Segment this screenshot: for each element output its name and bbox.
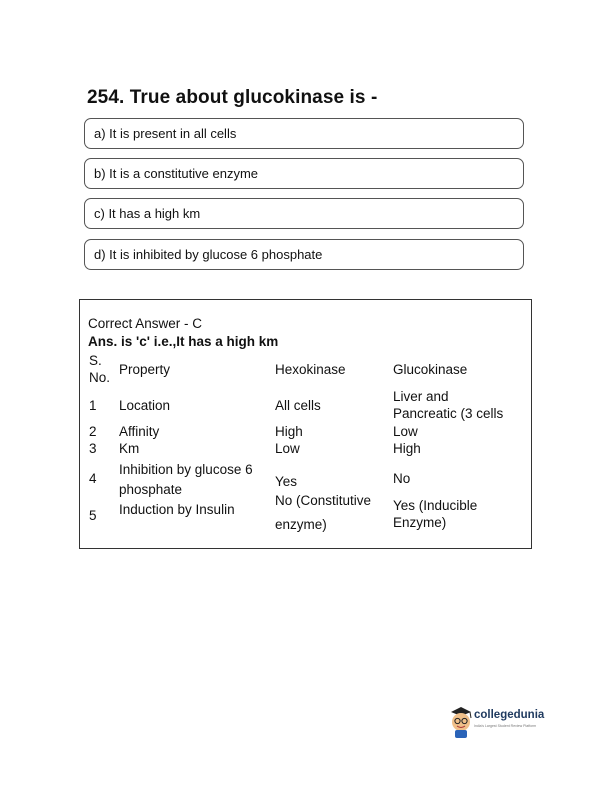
row-1-property: Location	[119, 398, 171, 413]
row-5-no: 5	[89, 508, 97, 523]
row-5-hexokinase-line1: No (Constitutive	[275, 493, 372, 508]
row-5-glucokinase-line2: Enzyme)	[393, 515, 447, 530]
row-3-property: Km	[119, 441, 140, 456]
row-2-property: Affinity	[119, 424, 160, 439]
collegedunia-logo: collegedunia	[474, 709, 545, 721]
row-4-property-line1: Inhibition by glucose 6	[119, 462, 253, 477]
option-a[interactable]: a) It is present in all cells	[84, 118, 524, 149]
row-4-hexokinase: Yes	[275, 474, 298, 489]
row-4-glucokinase: No	[393, 471, 411, 486]
row-3-no: 3	[89, 441, 97, 456]
header-property: Property	[119, 362, 171, 377]
question-title: 254. True about glucokinase is -	[87, 87, 378, 108]
row-2-no: 2	[89, 424, 97, 439]
row-2-hexokinase: High	[275, 424, 303, 439]
row-5-property: Induction by Insulin	[119, 502, 235, 517]
row-4-property-line2: phosphate	[119, 482, 183, 497]
row-3-glucokinase: High	[393, 441, 421, 456]
header-sno-2: No.	[89, 370, 111, 385]
row-5-glucokinase-line1: Yes (Inducible	[393, 498, 478, 513]
answer-explanation: Ans. is 'c' i.e.,It has a high km	[88, 334, 279, 349]
header-hexokinase: Hexokinase	[275, 362, 346, 377]
row-1-no: 1	[89, 398, 97, 413]
header-glucokinase: Glucokinase	[393, 362, 468, 377]
correct-answer: Correct Answer - C	[88, 316, 203, 331]
row-3-hexokinase: Low	[275, 441, 300, 456]
logo-tagline: India's Largest Student Review Platform	[474, 724, 537, 728]
row-5-hexokinase-line2: enzyme)	[275, 517, 327, 532]
row-4-no: 4	[89, 471, 97, 486]
collegedunia-mascot-icon	[448, 702, 548, 740]
row-2-glucokinase: Low	[393, 424, 418, 439]
row-1-glucokinase-line2: Pancreatic (3 cells	[393, 406, 504, 421]
option-d[interactable]: d) It is inhibited by glucose 6 phosphate	[84, 239, 524, 270]
option-c[interactable]: c) It has a high km	[84, 198, 524, 229]
header-sno-1: S.	[89, 353, 102, 368]
row-1-glucokinase-line1: Liver and	[393, 389, 449, 404]
option-b[interactable]: b) It is a constitutive enzyme	[84, 158, 524, 189]
row-1-hexokinase: All cells	[275, 398, 321, 413]
